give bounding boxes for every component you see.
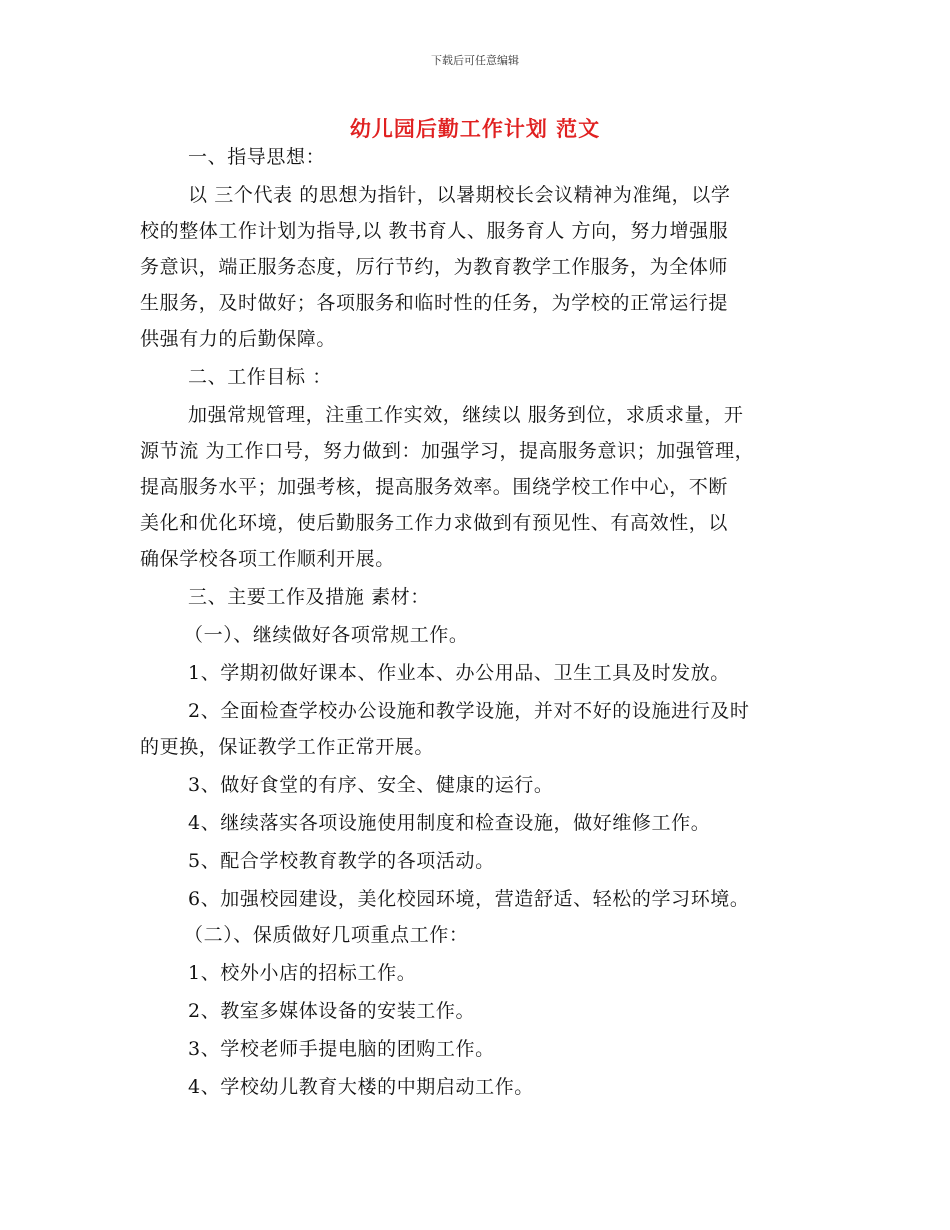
list-item: 1、校外小店的招标工作。 <box>188 962 417 984</box>
subsection-heading-1: （一）、继续做好各项常规工作。 <box>184 624 469 646</box>
list-item: 2、全面检查学校办公设施和教学设施，并对不好的设施进行及时 <box>188 700 750 722</box>
list-item-continuation: 的更换，保证教学工作正常开展。 <box>140 736 435 758</box>
paragraph-line: 美化和优化环境，使后勤服务工作力求做到有预见性、有高效性，以 <box>140 512 729 534</box>
list-item: 5、配合学校教育教学的各项活动。 <box>188 850 495 872</box>
paragraph-line: 生服务，及时做好；各项服务和临时性的任务，为学校的正常运行提 <box>140 292 729 314</box>
page-header-note: 下载后可任意编辑 <box>431 54 519 67</box>
paragraph-line: 源节流 为工作口号，努力做到：加强学习，提高服务意识；加强管理， <box>140 440 755 462</box>
section-heading-3: 三、主要工作及措施 素材： <box>188 586 430 608</box>
list-item: 3、做好食堂的有序、安全、健康的运行。 <box>188 774 554 796</box>
paragraph-line: 提高服务水平；加强考核，提高服务效率。围绕学校工作中心，不断 <box>140 476 729 498</box>
list-item: 2、教室多媒体设备的安装工作。 <box>188 1000 476 1022</box>
paragraph-line: 供强有力的后勤保障。 <box>140 328 337 350</box>
section-heading-1: 一、指导思想： <box>188 146 326 168</box>
list-item: 6、加强校园建设，美化校园环境，营造舒适、轻松的学习环境。 <box>188 888 750 910</box>
subsection-heading-2: （二）、保质做好几项重点工作： <box>184 924 469 946</box>
list-item: 4、继续落实各项设施使用制度和检查设施，做好维修工作。 <box>188 812 711 834</box>
paragraph-line: 校的整体工作计划为指导,以 教书育人、服务育人 方向，努力增强服 <box>140 220 729 242</box>
paragraph-line: 加强常规管理，注重工作实效，继续以 服务到位，求质求量，开 <box>188 404 744 426</box>
document-title: 幼儿园后勤工作计划 范文 <box>349 117 601 141</box>
section-heading-2: 二、工作目标 ： <box>188 366 332 388</box>
paragraph-line: 确保学校各项工作顺利开展。 <box>140 548 395 570</box>
list-item: 4、学校幼儿教育大楼的中期启动工作。 <box>188 1076 534 1098</box>
paragraph-line: 务意识，端正服务态度，厉行节约，为教育教学工作服务，为全体师 <box>140 256 729 278</box>
list-item: 1、学期初做好课本、作业本、办公用品、卫生工具及时发放。 <box>188 662 730 684</box>
list-item: 3、学校老师手提电脑的团购工作。 <box>188 1038 495 1060</box>
paragraph-line: 以 三个代表 的思想为指针，以暑期校长会议精神为准绳，以学 <box>188 184 731 206</box>
